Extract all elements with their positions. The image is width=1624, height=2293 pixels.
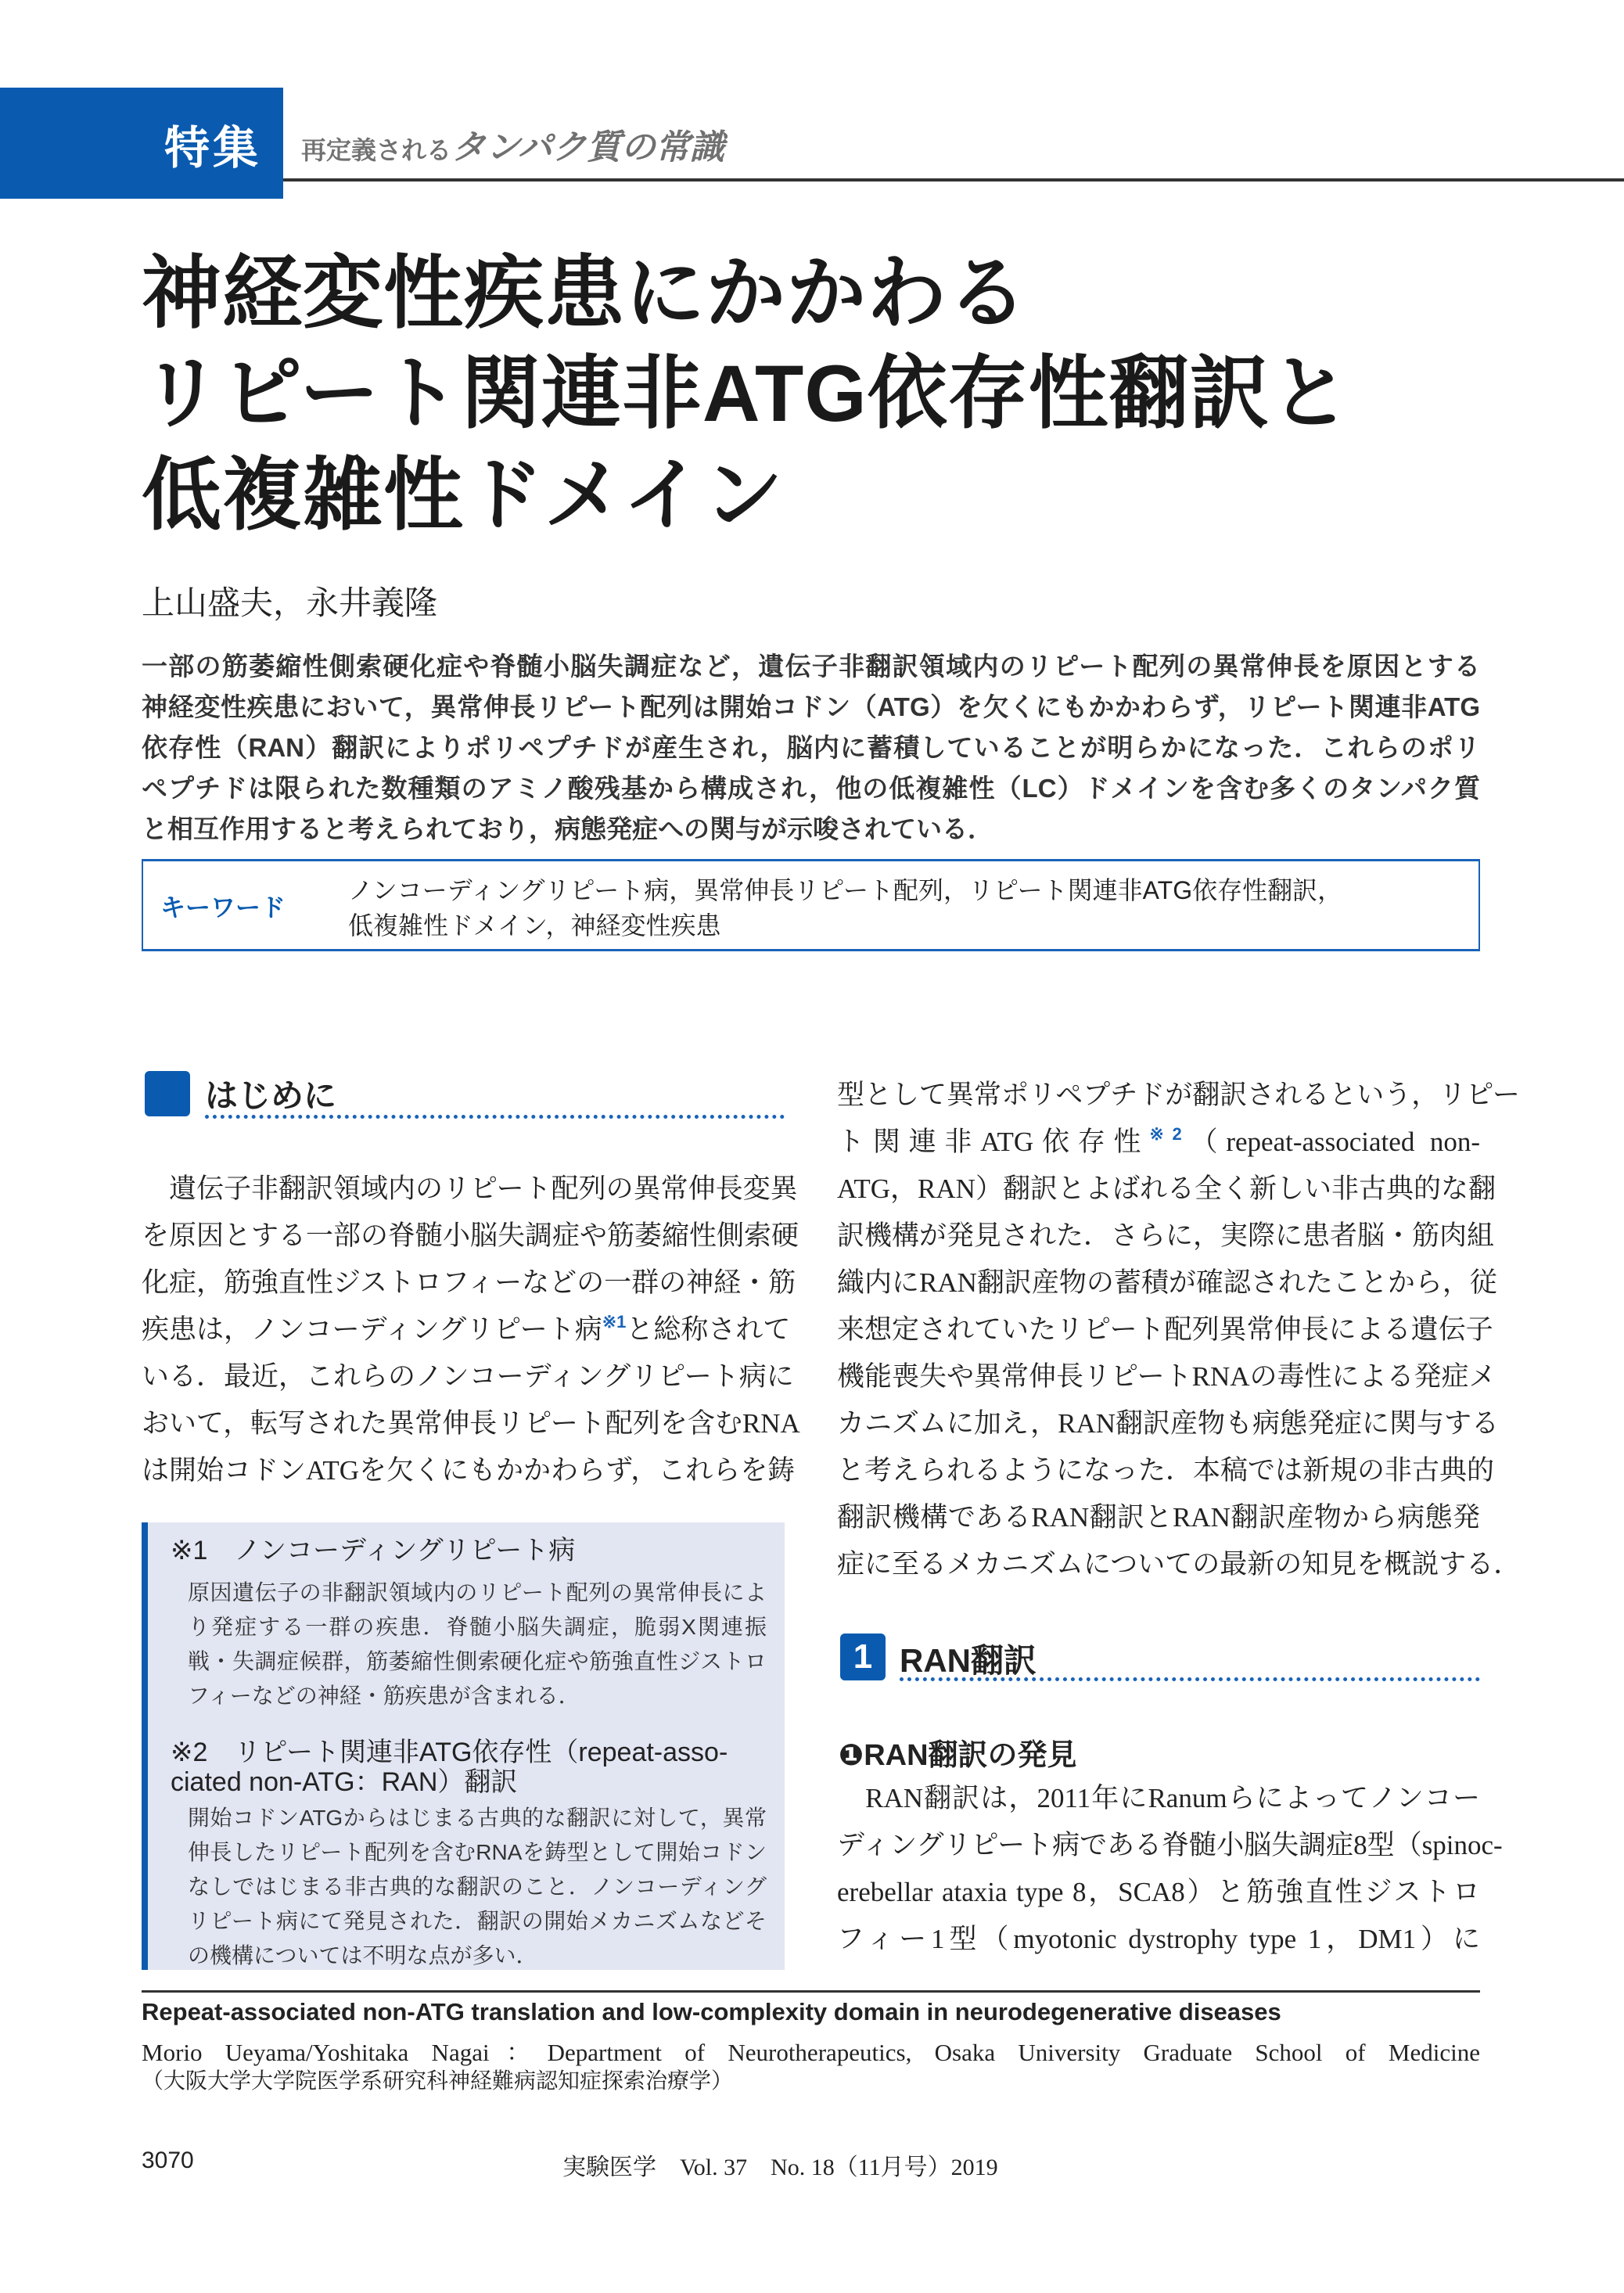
body-line	[837, 1355, 1496, 1394]
footnote-bar	[142, 1522, 148, 1970]
intro-heading: はじめに	[205, 1077, 337, 1114]
body-line	[837, 1120, 1480, 1159]
abstract-line: 依存性（RAN）翻訳によりポリペプチドが産生され，脳内に蓄積していることが明らかになった．これらのポリ	[142, 733, 1480, 762]
series-title	[301, 119, 724, 169]
journal-info: 実験医学 Vol. 37 No. 18（11月号）2019	[562, 2155, 998, 2180]
line-text: 遺伝子非翻訳領域内のリピート配列の異常伸長変異	[142, 1173, 798, 1204]
body-line	[837, 1073, 1520, 1112]
footnote-title: ciated non-ATG：RAN）翻訳	[171, 1767, 518, 1797]
series-prefix: 再定義される	[301, 136, 452, 164]
footnote-ref-link[interactable]: ※2	[1149, 1124, 1182, 1144]
header-rule	[283, 178, 1624, 181]
authors: 上山盛夫，永井義隆	[142, 584, 438, 621]
section-heading: RAN翻訳	[900, 1642, 1037, 1679]
article-title-line-1: 神経変性疾患にかかわる	[142, 249, 1028, 338]
footnote-text: リピート病にて発見された．翻訳の開始メカニズムなどそ	[188, 1909, 767, 1933]
line-text: 織内にRAN翻訳産物の蓄積が確認されたことから，従	[837, 1267, 1497, 1298]
subsection-heading	[839, 1731, 1077, 1774]
series-main: タンパク質の常識	[451, 128, 724, 167]
page-number: 3070	[142, 2147, 194, 2173]
footnote-text: 原因遺伝子の非翻訳領域内のリピート配列の異常伸長によ	[188, 1580, 767, 1605]
line-text: は開始コドンATGを欠くにもかかわらず，これらを鋳	[142, 1455, 796, 1486]
footnote-title: ※1 ノンコーディングリピート病	[171, 1536, 576, 1565]
body-line	[837, 1543, 1522, 1582]
line-text: いる．最近，これらのノンコーディングリピート病に	[142, 1361, 794, 1392]
footnote-text: 開始コドンATGからはじまる古典的な翻訳に対して，異常	[188, 1806, 767, 1830]
abstract-line: 神経変性疾患において，異常伸長リピート配列は開始コドン（ATG）を欠くにもかかわらず，リピート関連非ATG	[142, 692, 1480, 721]
body-line	[142, 1402, 800, 1441]
line-text: ディングリピート病である脊髄小脳失調症8型（spinoc-	[837, 1830, 1503, 1860]
line-text: 疾患は，ノンコーディングリピート病	[142, 1314, 602, 1345]
line-text: RAN翻訳は，2011年にRanumらによってノンコー	[837, 1783, 1480, 1813]
heading-dotted-rule	[900, 1677, 1480, 1681]
footnote-text: フィーなどの神経・筋疾患が含まれる．	[188, 1684, 580, 1708]
footnote-text: り発症する一群の疾患．脊髄小脳失調症，脆弱X関連振	[188, 1615, 767, 1639]
abstract-line: と相互作用すると考えられており，病態発症への関与が示唆されている．	[142, 814, 993, 843]
line-text: を原因とする一部の脊髄小脳失調症や筋萎縮性側索硬	[142, 1220, 799, 1251]
body-line	[142, 1261, 796, 1300]
article-title-line-2: リピート関連非ATG依存性翻訳と	[142, 349, 1351, 438]
footnote-text: 伸長したリピート配列を含むRNAを鋳型として開始コドン	[188, 1840, 767, 1864]
body-line	[837, 1261, 1497, 1300]
footnote-ref-link[interactable]: ※1	[602, 1312, 627, 1332]
body-line	[142, 1214, 799, 1253]
body-line	[837, 1449, 1495, 1488]
body-line	[837, 1496, 1480, 1535]
affiliation-ja: （大阪大学大学院医学系研究科神経難病認知症探索治療学）	[142, 2068, 734, 2093]
line-text: 型として異常ポリペプチドが翻訳されるという，リピー	[837, 1080, 1520, 1110]
keywords-line-2: 低複雑性ドメイン，神経変性疾患	[348, 911, 721, 940]
line-text: 訳機構が発見された．さらに，実際に患者脳・筋肉組	[837, 1220, 1495, 1251]
body-line	[837, 1917, 1480, 1957]
body-line	[837, 1402, 1499, 1441]
line-text: ト関連非ATG依存性	[837, 1127, 1150, 1157]
circled-number-icon: ❶	[839, 1739, 864, 1772]
line-text: 翻訳機構であるRAN翻訳とRAN翻訳産物から病態発	[837, 1502, 1480, 1533]
body-line	[837, 1167, 1496, 1206]
keywords-line-1: ノンコーディングリピート病，異常伸長リピート配列，リピート関連非ATG依存性翻訳，	[348, 876, 1343, 904]
line-text: と考えられるようになった．本稿では新規の非古典的	[837, 1455, 1495, 1486]
body-line	[142, 1167, 798, 1206]
line-text: おいて，転写された異常伸長リピート配列を含むRNA	[142, 1408, 800, 1439]
section-marker-icon	[145, 1071, 190, 1116]
heading-dotted-rule	[205, 1115, 785, 1119]
keyword-label: キーワード	[160, 893, 286, 922]
line-text: erebellar ataxia type 8，SCA8）と筋強直性ジストロ	[837, 1877, 1480, 1907]
body-line	[837, 1871, 1480, 1910]
footnote-title: ※2 リピート関連非ATG依存性（repeat-asso-	[171, 1738, 728, 1767]
line-text: フィー1型（myotonic dystrophy type 1，DM1）に	[837, 1924, 1480, 1954]
article-title-line-3: 低複雑性ドメイン	[142, 451, 784, 540]
line-text: （repeat-associated non-	[1181, 1127, 1481, 1157]
footnote-text: なしではじまる非古典的な翻訳のこと．ノンコーディング	[188, 1874, 767, 1899]
line-text: 来想定されていたリピート配列異常伸長による遺伝子	[837, 1314, 1493, 1345]
body-line	[837, 1214, 1495, 1253]
body-line	[142, 1308, 791, 1347]
abstract-line: 一部の筋萎縮性側索硬化症や脊髄小脳失調症など，遺伝子非翻訳領域内のリピート配列の異常伸長を原因とする	[142, 652, 1480, 681]
line-text: 機能喪失や異常伸長リピートRNAの毒性による発症メ	[837, 1361, 1496, 1392]
body-line	[142, 1449, 796, 1488]
line-text: カニズムに加え，RAN翻訳産物も病態発症に関与する	[837, 1408, 1499, 1439]
english-title: Repeat-associated non-ATG translation and low-complexity domain in neurodegenerative diseases	[142, 1998, 1281, 2025]
abstract-line: ペプチドは限られた数種類のアミノ酸残基から構成され，他の低複雑性（LC）ドメインを含む多くのタンパク質	[142, 774, 1480, 803]
section-number-badge: 1	[840, 1633, 886, 1680]
line-text: と総称されて	[626, 1314, 791, 1345]
line-text: ATG，RAN）翻訳とよばれる全く新しい非古典的な翻	[837, 1173, 1496, 1204]
body-line	[142, 1355, 794, 1394]
feature-label: 特集	[164, 123, 262, 174]
footnote-text: の機構については不明な点が多い．	[188, 1943, 538, 1968]
body-line	[837, 1308, 1493, 1347]
bottom-rule	[142, 1990, 1480, 1993]
footnote-text: 戦・失調症候群，筋萎縮性側索硬化症や筋強直性ジストロ	[188, 1649, 767, 1673]
english-authors: Morio Ueyama/Yoshitaka Nagai：Department of Neurotherapeutics, Osaka University Graduate School of Medicine	[142, 2039, 1480, 2066]
body-line	[837, 1777, 1480, 1816]
line-text: 化症，筋強直性ジストロフィーなどの一群の神経・筋	[142, 1267, 796, 1298]
body-line	[837, 1824, 1503, 1863]
subsection-title: RAN翻訳の発見	[864, 1739, 1077, 1772]
line-text: 症に至るメカニズムについての最新の知見を概説する．	[837, 1549, 1522, 1580]
